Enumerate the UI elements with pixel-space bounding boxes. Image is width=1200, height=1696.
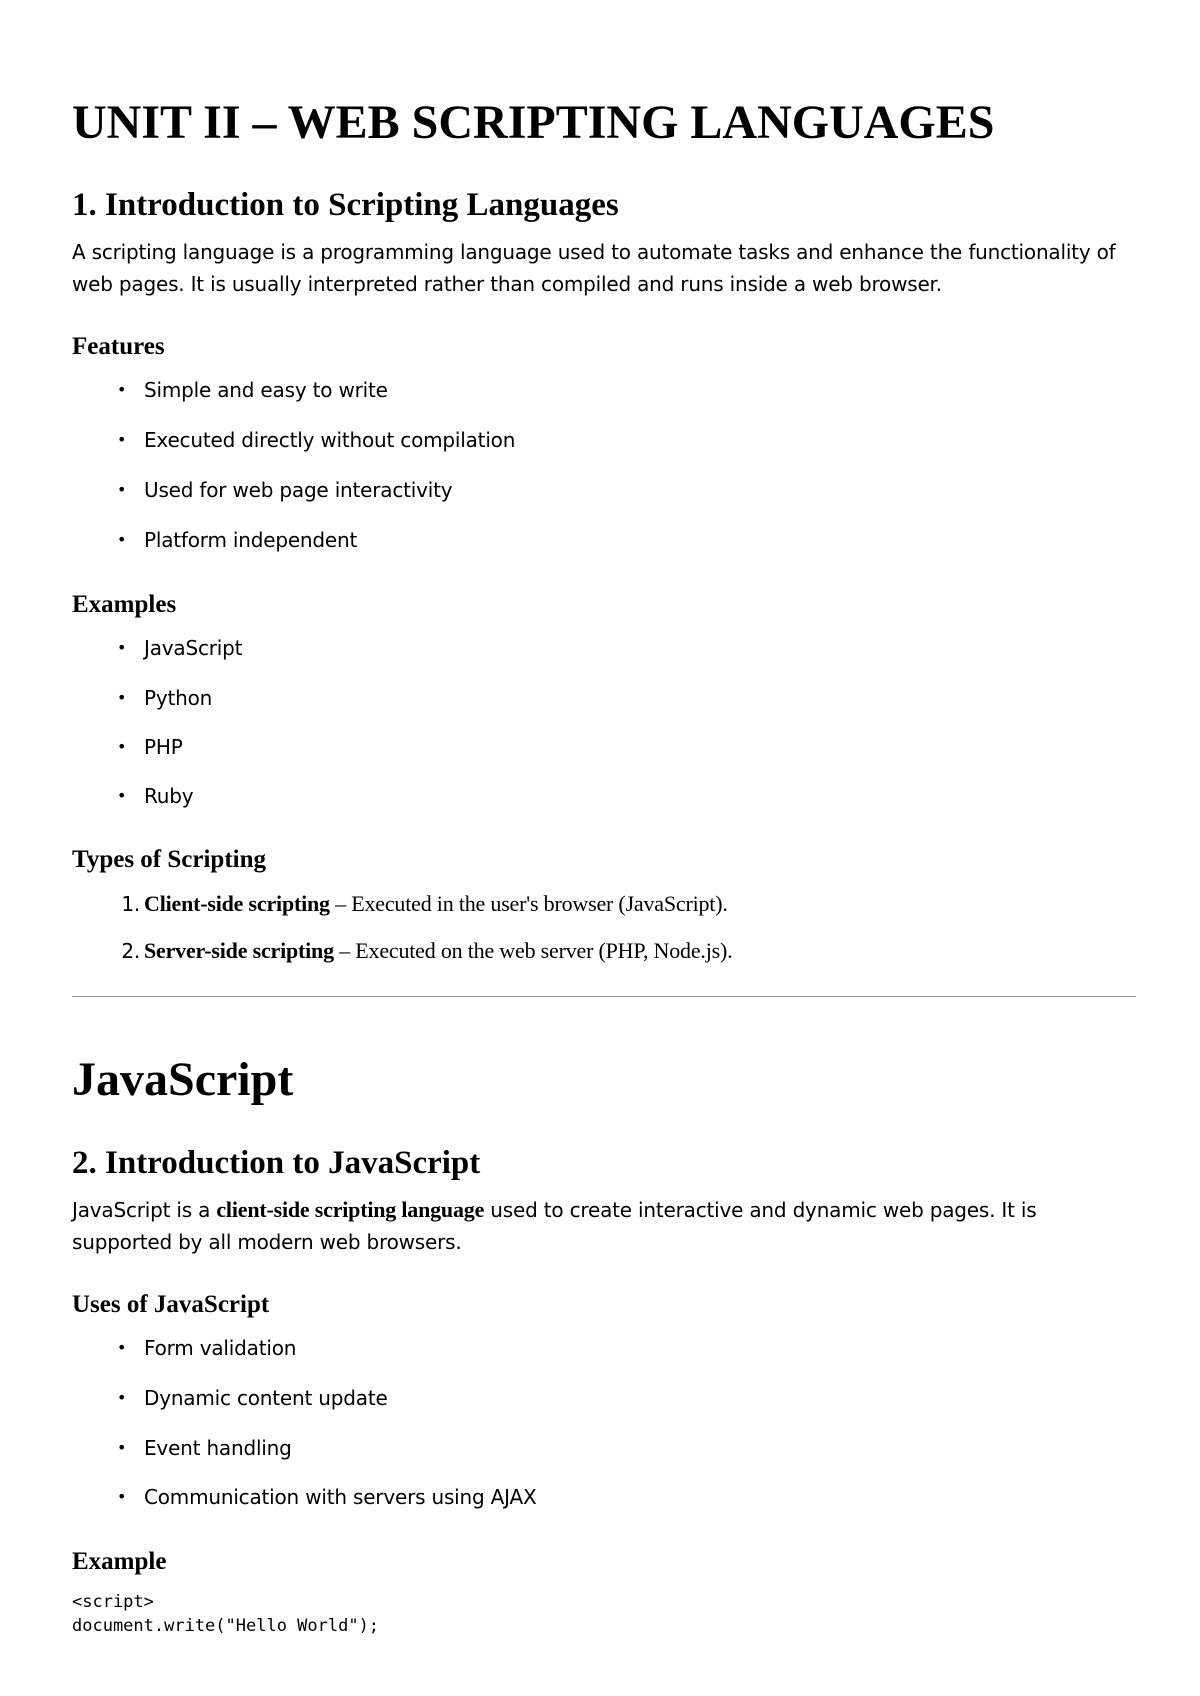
type-term: Client-side scripting	[144, 891, 330, 916]
list-item-text: Simple and easy to write	[144, 378, 388, 402]
bullet-icon: •	[117, 530, 127, 549]
list-number: 2.	[121, 939, 140, 963]
list-item-text: Executed directly without compilation	[144, 428, 516, 452]
javascript-title: JavaScript	[72, 1053, 294, 1106]
javascript-paragraph	[72, 1194, 1136, 1258]
bullet-icon: •	[117, 1338, 127, 1357]
bullet-icon: •	[117, 688, 127, 707]
intro-paragraph: A scripting language is a programming language used to automate tasks and enhance the functionality of web pages. It is usually interpreted rather than compiled and runs inside a web browser.	[72, 240, 1116, 296]
uses-heading: Uses of JavaScript	[72, 1291, 270, 1318]
paragraph-text: JavaScript is a	[72, 1198, 217, 1222]
list-item-text: JavaScript	[144, 636, 243, 660]
paragraph-bold-text: client-side scripting language	[216, 1197, 485, 1222]
list-item-text: Used for web page interactivity	[144, 478, 453, 502]
examples-heading: Examples	[72, 591, 177, 618]
bullet-icon: •	[117, 1487, 127, 1506]
list-item-text: Form validation	[144, 1336, 297, 1360]
list-item-text: PHP	[144, 735, 183, 759]
type-term: Server-side scripting	[144, 938, 334, 963]
list-item-text: Communication with servers using AJAX	[144, 1485, 537, 1509]
paragraph-text: used to create interactive and dynamic web pages. It is supported by all modern web browsers.	[72, 1198, 1037, 1254]
type-description: – Executed in the user's browser (JavaScript).	[329, 891, 728, 916]
section-heading-intro-javascript: 2. Introduction to JavaScript	[72, 1145, 481, 1181]
section-divider	[72, 996, 1136, 997]
bullet-icon: •	[117, 430, 127, 449]
bullet-icon: •	[117, 786, 127, 805]
bullet-icon: •	[117, 480, 127, 499]
code-block	[72, 1590, 379, 1638]
list-item-text: Dynamic content update	[144, 1386, 388, 1410]
code-line: <script>	[72, 1592, 154, 1612]
section-heading-intro-scripting: 1. Introduction to Scripting Languages	[72, 187, 619, 223]
bullet-icon: •	[117, 737, 127, 756]
types-heading: Types of Scripting	[72, 846, 266, 873]
list-item-text: Python	[144, 686, 213, 710]
list-item-text: Event handling	[144, 1436, 292, 1460]
example-heading: Example	[72, 1548, 167, 1575]
list-item-text	[144, 890, 728, 918]
list-number: 1.	[121, 892, 140, 916]
type-description: – Executed on the web server (PHP, Node.js).	[333, 938, 733, 963]
bullet-icon: •	[117, 638, 127, 657]
bullet-icon: •	[117, 1438, 127, 1457]
unit-title: UNIT II – WEB SCRIPTING LANGUAGES	[72, 96, 995, 149]
list-item-text: Ruby	[144, 784, 194, 808]
features-heading: Features	[72, 333, 165, 360]
code-line: document.write("Hello World");	[72, 1616, 380, 1636]
bullet-icon: •	[117, 1388, 127, 1407]
list-item-text: Platform independent	[144, 528, 358, 552]
bullet-icon: •	[117, 380, 127, 399]
list-item-text	[144, 937, 732, 965]
